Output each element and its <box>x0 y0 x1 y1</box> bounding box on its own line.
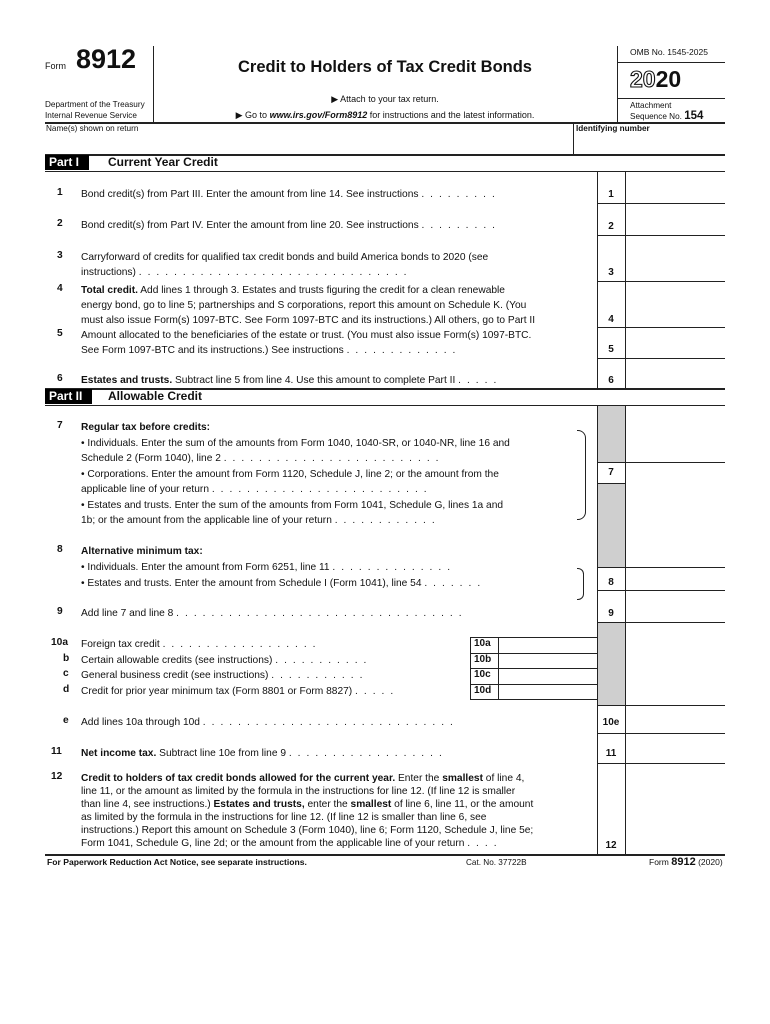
line10a-box-label: 10a <box>474 638 491 649</box>
dept-line2: Internal Revenue Service <box>45 111 137 120</box>
line7-brace <box>577 430 586 520</box>
line7-estates-1: • Estates and trusts. Enter the sum of the amounts from Form 1041, Schedule G, lines 1a and <box>81 500 504 511</box>
line11-number: 11 <box>51 746 62 757</box>
line7-number: 7 <box>57 420 63 431</box>
line5-amount[interactable] <box>626 328 725 358</box>
line12-text-4: as limited by the formula in the instructions for line 12. (If line 12 is smaller than line 6, see <box>81 812 487 823</box>
line3-text-1: Carryforward of credits for qualified tax credit bonds and build America bonds to 2020 (see <box>81 252 489 263</box>
line2-amount[interactable] <box>626 204 725 235</box>
year-outline: 20 <box>630 66 656 92</box>
shade-line10 <box>598 622 625 705</box>
dept-line1: Department of the Treasury <box>45 100 145 109</box>
line10d-number: d <box>63 684 70 695</box>
line10b-number: b <box>63 653 70 664</box>
line7-corporations-1: • Corporations. Enter the amount from Form 1120, Schedule J, line 2; or the amount from the <box>81 469 499 480</box>
footer-form-prefix: Form <box>649 857 669 867</box>
line10b-amount[interactable] <box>499 654 596 667</box>
part1-tag: Part I <box>45 155 89 170</box>
line10c-box-label: 10c <box>474 669 491 680</box>
line8-individuals: • Individuals. Enter the amount from Form 6251, line 11 .............. <box>81 562 457 573</box>
line12-text-5: instructions.) Report this amount on Schedule 3 (Form 1040), line 6; Form 1120, Schedule J, line 5e; <box>81 825 534 836</box>
line7-corporations-2: applicable line of your return ......................... <box>81 484 433 495</box>
shade-line7-top <box>598 406 625 462</box>
irs-url-link[interactable]: www.irs.gov/Form8912 <box>269 110 368 120</box>
line6-box-label: 6 <box>608 375 614 386</box>
line1-box-label: 1 <box>608 189 614 200</box>
line9-box-label: 9 <box>608 608 614 619</box>
line7-individuals-1: • Individuals. Enter the sum of the amounts from Form 1040, 1040-SR, or 1040-NR, line 16 and <box>81 438 510 449</box>
identifying-number-label: Identifying number <box>576 124 650 133</box>
footer-form-number: 8912 <box>671 856 696 868</box>
line12-text-1: Credit to holders of tax credit bonds allowed for the current year. Enter the smallest of line 4, <box>81 773 525 784</box>
line4-box-label: 4 <box>608 314 614 325</box>
line11-box-label: 11 <box>605 748 617 759</box>
line4-text-3: must also issue Form(s) 1097-BTC. See Form 1097-BTC and its instructions.) All others, go to Part II <box>81 315 536 326</box>
line9-text: Add line 7 and line 8 ................................. <box>81 608 468 619</box>
line5-text-1: Amount allocated to the beneficiaries of the estate or trust. (You must also issue Form(s) 1097-BTC. <box>81 330 532 341</box>
line5-text-2: See Form 1097-BTC and its instructions.) See instructions ............. <box>81 345 462 356</box>
line10c-amount[interactable] <box>499 669 596 683</box>
line10c-text: General business credit (see instructions) ........... <box>81 670 369 681</box>
line8-estates: • Estates and trusts. Enter the amount from Schedule I (Form 1041), line 54 ....... <box>81 578 487 589</box>
line10a-amount[interactable] <box>499 638 596 652</box>
line10e-amount[interactable] <box>626 706 725 733</box>
tax-year <box>630 66 681 93</box>
line9-amount[interactable] <box>626 591 725 622</box>
line1-amount[interactable] <box>626 172 725 203</box>
names-label: Name(s) shown on return <box>46 124 139 133</box>
line10c-number: c <box>63 668 69 679</box>
attach-instruction: ▶ Attach to your tax return. <box>331 94 439 104</box>
line10e-text: Add lines 10a through 10d ............................. <box>81 717 459 728</box>
line10d-amount[interactable] <box>499 685 596 698</box>
line1-text: Bond credit(s) from Part III. Enter the amount from line 14. See instructions ......... <box>81 189 501 200</box>
line8-number: 8 <box>57 544 63 555</box>
footer-form-id <box>649 856 723 868</box>
part1-title: Current Year Credit <box>108 155 218 169</box>
omb-number: OMB No. 1545-2025 <box>630 47 708 57</box>
line8-box-label: 8 <box>608 577 614 588</box>
line5-box-label: 5 <box>608 344 614 355</box>
line12-text-3: than line 4, see instructions.) Estates and trusts, enter the smallest of line 6, line 11, or the amount <box>81 799 534 810</box>
line10d-text: Credit for prior year minimum tax (Form 8801 or Form 8827) ..... <box>81 686 400 697</box>
line4-text-1: Total credit. Add lines 1 through 3. Estates and trusts figuring the credit for a clean renewable <box>81 285 505 296</box>
sequence-label <box>630 110 703 122</box>
identifying-number-field[interactable] <box>574 134 725 154</box>
form-number: 8912 <box>76 44 137 74</box>
line7-box-label: 7 <box>608 467 614 478</box>
part2-title: Allowable Credit <box>108 389 203 403</box>
line12-number: 12 <box>51 771 63 782</box>
line6-number: 6 <box>57 373 63 384</box>
line2-box-label: 2 <box>608 221 614 232</box>
footer-form-year: (2020) <box>698 857 723 867</box>
form-title: Credit to Holders of Tax Credit Bonds <box>238 58 532 76</box>
line10b-box-label: 10b <box>474 654 492 665</box>
part2-tag: Part II <box>45 389 92 404</box>
goto-instruction <box>154 110 616 121</box>
catalog-number: Cat. No. 37722B <box>466 858 527 867</box>
line12-text-6: Form 1041, Schedule G, line 2d; or the amount from the applicable line of your return .... <box>81 838 503 849</box>
line12-box-label: 12 <box>605 840 617 851</box>
year-bold: 20 <box>655 66 682 92</box>
goto-suffix: for instructions and the latest information. <box>367 110 535 120</box>
line8-heading: Alternative minimum tax: <box>81 546 203 557</box>
line5-number: 5 <box>57 328 63 339</box>
line9-number: 9 <box>57 606 63 617</box>
line11-text: Net income tax. Subtract line 10e from line 9 .................. <box>81 748 448 759</box>
sequence-prefix: Sequence No. <box>630 112 682 121</box>
line7-individuals-2: Schedule 2 (Form 1040), line 2 ......................... <box>81 453 445 464</box>
form-label: Form <box>45 61 66 71</box>
line1-number: 1 <box>57 187 63 198</box>
line8-brace <box>577 568 584 600</box>
line12-text-2: line 11, or the amount as limited by the formula in the instructions for line 12. (If line 12 is smaller <box>81 786 516 797</box>
line4-text-2: energy bond, go to line 5; partnerships and S corporations, report this amount on Schedule K. (You <box>81 300 527 311</box>
line12-amount[interactable] <box>626 764 725 854</box>
line10d-box-label: 10d <box>474 685 492 696</box>
shade-line7-bottom <box>598 483 625 567</box>
line10e-box-label: 10e <box>602 717 620 728</box>
line2-text: Bond credit(s) from Part IV. Enter the amount from line 20. See instructions ......... <box>81 220 501 231</box>
line6-text: Estates and trusts. Subtract line 5 from line 4. Use this amount to complete Part II ..... <box>81 375 503 386</box>
paperwork-notice: For Paperwork Reduction Act Notice, see separate instructions. <box>47 857 307 867</box>
sequence-number: 154 <box>684 110 704 122</box>
line11-amount[interactable] <box>626 734 725 763</box>
line7-heading: Regular tax before credits: <box>81 422 211 433</box>
line10a-number: 10a <box>51 637 68 648</box>
line7-amount[interactable] <box>626 406 725 567</box>
line4-number: 4 <box>57 283 63 294</box>
line4-amount[interactable] <box>626 282 725 327</box>
names-field[interactable] <box>45 123 573 154</box>
attachment-label: Attachment <box>630 101 672 110</box>
line3-text-2: instructions) ............................... <box>81 267 413 278</box>
line6-amount[interactable] <box>626 359 725 389</box>
line2-number: 2 <box>57 218 63 229</box>
line3-amount[interactable] <box>626 236 725 281</box>
line7-estates-2: 1b; or the amount from the applicable line of your return ............ <box>81 515 441 526</box>
line3-box-label: 3 <box>608 267 614 278</box>
line10e-number: e <box>63 715 69 726</box>
line10b-text: Certain allowable credits (see instructions) ........... <box>81 655 373 666</box>
line3-number: 3 <box>57 250 63 261</box>
line10a-text: Foreign tax credit .................. <box>81 639 322 650</box>
goto-prefix: ▶ Go to <box>235 110 270 120</box>
line8-amount[interactable] <box>626 568 725 590</box>
